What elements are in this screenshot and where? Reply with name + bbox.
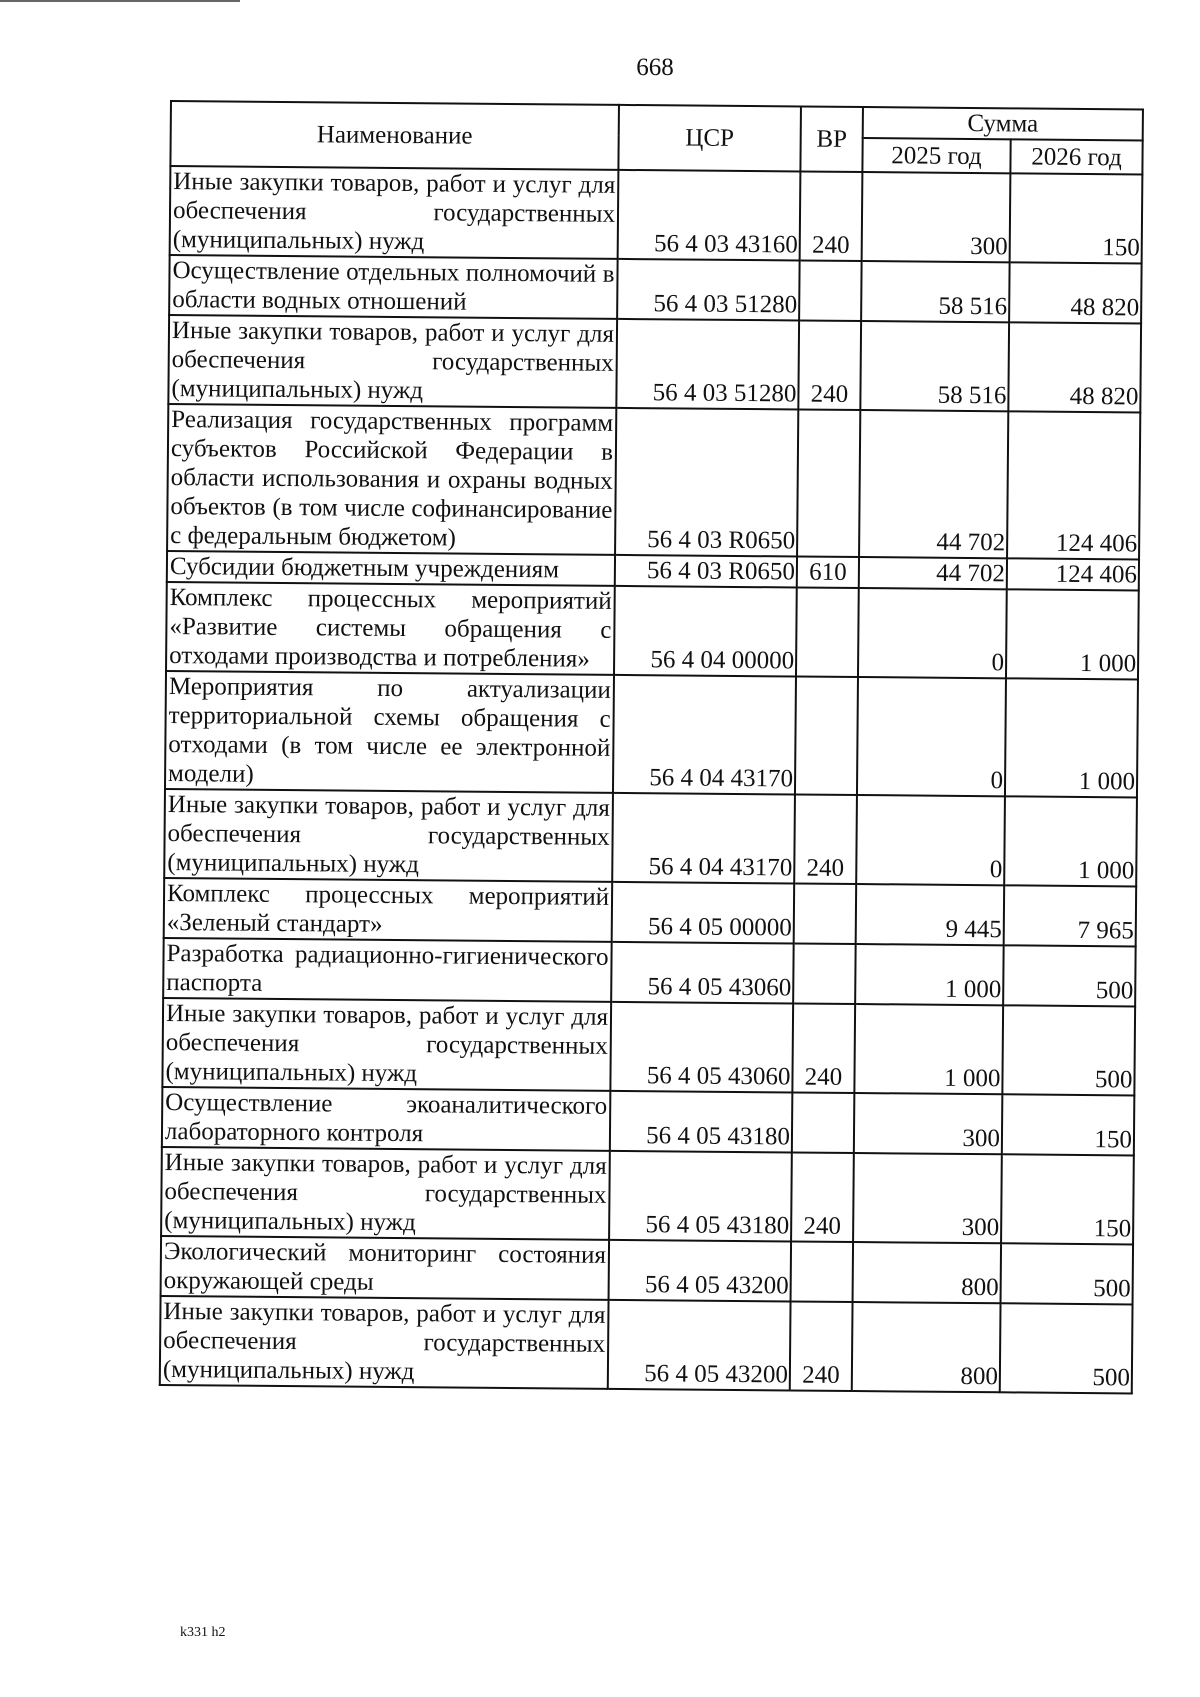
table-row [162, 1087, 1135, 1155]
table-row [164, 878, 1137, 946]
page-number: 668 [636, 54, 674, 81]
row-name: Иные закупки товаров, работ и услуг для обеспечения государственных (муниципальных) нужд [160, 1296, 609, 1389]
table-row [167, 404, 1140, 559]
row-name: Осуществление отдельных полномочий в области водных отношений [169, 255, 618, 319]
row-name: Иные закупки товаров, работ и услуг для обеспечения государственных (муниципальных) нужд [161, 1147, 610, 1240]
table-row [162, 998, 1135, 1095]
row-amount-2025: 58 516 [861, 261, 1010, 322]
row-amount-2025: 800 [853, 1242, 1002, 1303]
budget-table [159, 100, 1144, 1394]
row-name: Разработка радиационно-гигиенического паспорта [163, 938, 612, 1002]
row-vr [797, 409, 860, 557]
scan-edge-mark [0, 0, 240, 2]
footer-document-code: k331 h2 [180, 1625, 226, 1640]
row-csr: 56 4 04 00000 [614, 586, 797, 677]
row-csr: 56 4 05 43060 [610, 1002, 793, 1093]
row-csr: 56 4 05 43200 [609, 1240, 792, 1302]
row-amount-2025: 0 [858, 588, 1007, 678]
row-name: Субсидии бюджетным учреждениям [167, 551, 615, 586]
row-name: Комплекс процессных мероприятий «Развитие системы обращения с отходами производства и потребления» [166, 582, 615, 675]
row-csr: 56 4 05 43180 [610, 1091, 793, 1153]
row-amount-2025: 9 445 [856, 884, 1005, 945]
row-amount-2026: 1 000 [1006, 589, 1139, 679]
row-amount-2025: 44 702 [859, 410, 1008, 558]
row-amount-2026: 150 [1001, 1154, 1134, 1244]
row-name: Иные закупки товаров, работ и услуг для обеспечения государственных (муниципальных) нужд [164, 789, 613, 882]
row-vr: 240 [800, 172, 863, 262]
row-name: Иные закупки товаров, работ и услуг для обеспечения государственных (муниципальных) нужд [168, 315, 617, 408]
row-name: Экологический мониторинг состояния окружающей среды [161, 1236, 610, 1300]
budget-table-wrapper [159, 100, 1144, 1394]
row-vr [799, 261, 862, 322]
row-amount-2026: 500 [1000, 1303, 1133, 1393]
row-csr: 56 4 04 43170 [612, 793, 795, 884]
row-amount-2025: 300 [853, 1153, 1002, 1243]
row-amount-2025: 44 702 [859, 557, 1007, 589]
row-amount-2026: 48 820 [1009, 262, 1142, 323]
row-amount-2026: 1 000 [1005, 678, 1138, 797]
row-name: Иные закупки товаров, работ и услуг для обеспечения государственных (муниципальных) нужд [162, 998, 611, 1091]
row-vr: 240 [791, 1152, 854, 1242]
row-amount-2025: 300 [862, 172, 1011, 262]
header-year-2026: 2026 год [1010, 139, 1142, 174]
table-row [160, 1296, 1133, 1393]
row-amount-2026: 150 [1002, 1094, 1135, 1155]
header-vr: ВР [800, 107, 863, 173]
row-vr [796, 587, 859, 677]
row-amount-2026: 500 [1001, 1243, 1134, 1304]
table-row [169, 255, 1142, 323]
table-row [166, 582, 1139, 679]
row-vr: 610 [797, 556, 859, 588]
row-amount-2026: 48 820 [1008, 322, 1141, 412]
row-csr: 56 4 03 51280 [616, 319, 799, 410]
row-name: Иные закупки товаров, работ и услуг для обеспечения государственных (муниципальных) нужд [170, 166, 619, 259]
header-name: Наименование [170, 101, 619, 170]
row-amount-2025: 58 516 [860, 321, 1009, 411]
row-vr [791, 1241, 854, 1302]
row-vr [793, 943, 856, 1004]
row-vr [794, 883, 857, 944]
row-amount-2026: 1 000 [1004, 796, 1137, 886]
row-vr: 240 [794, 794, 857, 884]
row-csr: 56 4 05 00000 [612, 882, 795, 944]
table-row [170, 166, 1143, 263]
row-amount-2025: 1 000 [854, 1004, 1003, 1094]
row-vr [795, 676, 858, 795]
row-vr: 240 [790, 1301, 853, 1391]
table-row [163, 938, 1136, 1006]
row-csr: 56 4 03 R0650 [615, 555, 797, 588]
row-amount-2025: 300 [854, 1093, 1003, 1154]
table-row [165, 671, 1138, 797]
row-csr: 56 4 03 51280 [617, 259, 800, 321]
row-csr: 56 4 04 43170 [613, 675, 796, 795]
table-row [164, 789, 1137, 886]
row-amount-2025: 0 [856, 795, 1005, 885]
row-amount-2026: 124 406 [1007, 558, 1139, 590]
row-csr: 56 4 05 43200 [608, 1300, 791, 1391]
row-csr: 56 4 03 R0650 [615, 408, 798, 557]
table-row [161, 1236, 1134, 1304]
table-body [160, 166, 1143, 1393]
row-csr: 56 4 05 43180 [609, 1151, 792, 1242]
table-row [161, 1147, 1134, 1244]
header-sum: Сумма [863, 107, 1143, 140]
row-amount-2025: 800 [852, 1302, 1001, 1392]
table-row [168, 315, 1141, 412]
row-amount-2025: 1 000 [855, 944, 1004, 1005]
header-csr: ЦСР [618, 105, 801, 172]
header-year-2025: 2025 год [862, 138, 1010, 173]
row-vr: 240 [798, 320, 861, 410]
row-csr: 56 4 03 43160 [618, 170, 801, 261]
row-name: Комплекс процессных мероприятий «Зеленый стандарт» [164, 878, 613, 942]
row-amount-2026: 124 406 [1007, 411, 1140, 559]
row-name: Реализация государственных программ субъектов Российской Федерации в области использования и охраны водных объектов (в том числе софинансирование с федеральным бюджетом) [167, 404, 616, 555]
row-name: Осуществление экоаналитического лабораторного контроля [162, 1087, 611, 1151]
row-name: Мероприятия по актуализации территориальной схемы обращения с отходами (в том числе ее электронной модели) [165, 671, 614, 793]
row-amount-2026: 7 965 [1004, 885, 1137, 946]
row-vr [792, 1092, 855, 1153]
row-amount-2025: 0 [857, 677, 1006, 796]
row-csr: 56 4 05 43060 [611, 942, 794, 1004]
row-amount-2026: 500 [1003, 945, 1136, 1006]
row-vr: 240 [792, 1003, 855, 1093]
row-amount-2026: 150 [1010, 173, 1143, 263]
row-amount-2026: 500 [1002, 1005, 1135, 1095]
